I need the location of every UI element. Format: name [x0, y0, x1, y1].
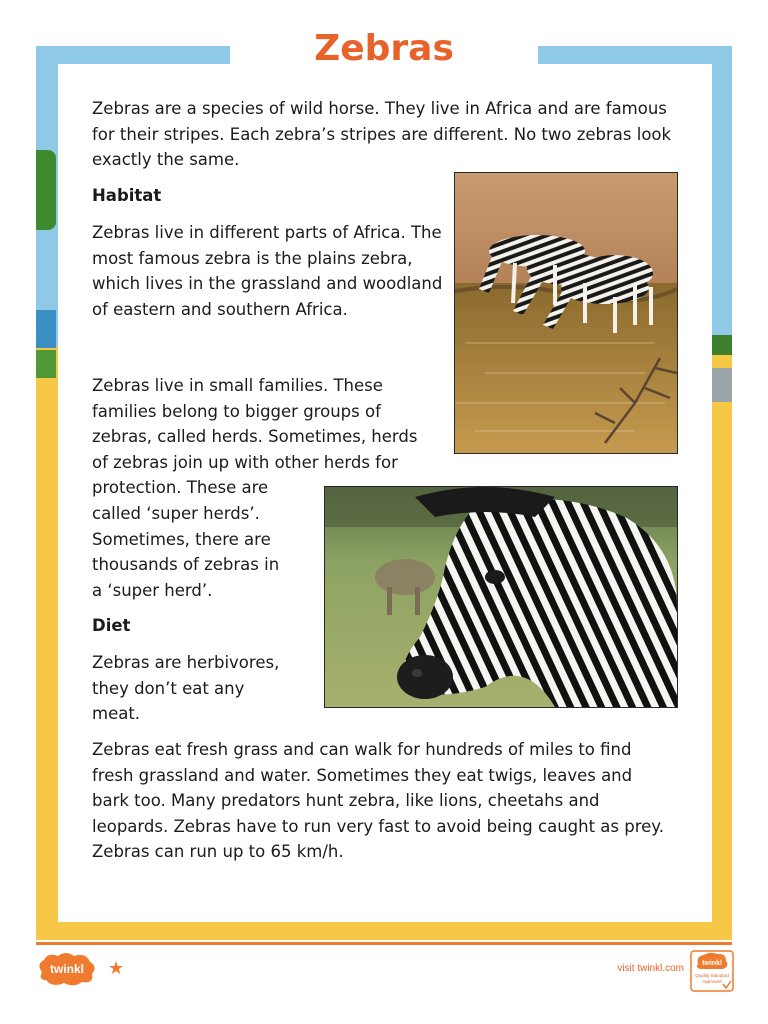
- habitat-heading: Habitat: [92, 186, 162, 205]
- text-line: families belong to bigger groups of: [92, 401, 381, 421]
- intro-paragraph: Zebras are a species of wild horse. They live in Africa and are famous for their stripes. Each zebra’s stripes are different. No two zebras look exactly the same.: [92, 99, 672, 170]
- text-line: Sometimes, there are: [92, 529, 271, 549]
- text-line: a ‘super herd’.: [92, 580, 213, 600]
- habitat-paragraph-1: Zebras live in different parts of Africa. The most famous zebra is the plains zebra, which lives in the grassland and woodland of eastern and southern Africa.: [92, 223, 443, 319]
- text-line: they don’t eat any: [92, 678, 245, 698]
- text-line: Zebras are herbivores,: [92, 653, 280, 672]
- bush-decoration: [36, 350, 56, 378]
- text-line: Zebras live in small families. These: [92, 376, 383, 395]
- text-line: thousands of zebras in: [92, 555, 280, 575]
- badge-text-line: Quality Standard: [695, 973, 729, 978]
- badge-text-line: Approved: [702, 979, 722, 984]
- diet-paragraph-2: Zebras eat fresh grass and can walk for hundreds of miles to find fresh grassland and water. Sometimes they eat twigs, leaves and bark too. Many predators hunt zebra, like lions, cheetahs and leopards. Zebras have to run very fast to avoid being caught as prey. Zebras can run up to 65 km/h.: [92, 740, 664, 862]
- badge-brand: twinkl: [702, 960, 722, 967]
- page-title: Zebras: [314, 28, 454, 69]
- diet-paragraph-1: [92, 650, 312, 727]
- text-line: meat.: [92, 704, 141, 724]
- bush-decoration-right: [712, 335, 732, 355]
- zebras-drinking-photo: [454, 172, 678, 454]
- footer-divider: [36, 942, 732, 945]
- text-line: protection. These are: [92, 478, 269, 498]
- zebra-closeup-photo: [324, 486, 678, 708]
- text-line: zebras, called herds. Sometimes, herds: [92, 427, 418, 447]
- text-line: called ‘super herds’.: [92, 503, 260, 523]
- text-line: of zebras join up with other herds for: [92, 452, 398, 472]
- visit-link[interactable]: visit twinkl.com: [617, 963, 684, 974]
- water-decoration: [36, 310, 56, 348]
- diet-heading: Diet: [92, 616, 131, 635]
- tree-decoration: [36, 150, 56, 230]
- rock-decoration: [712, 368, 732, 402]
- logo-text: twinkl: [49, 962, 85, 976]
- quality-badge: [690, 950, 734, 992]
- twinkl-logo[interactable]: [36, 952, 98, 986]
- star-icon: ★: [108, 958, 125, 979]
